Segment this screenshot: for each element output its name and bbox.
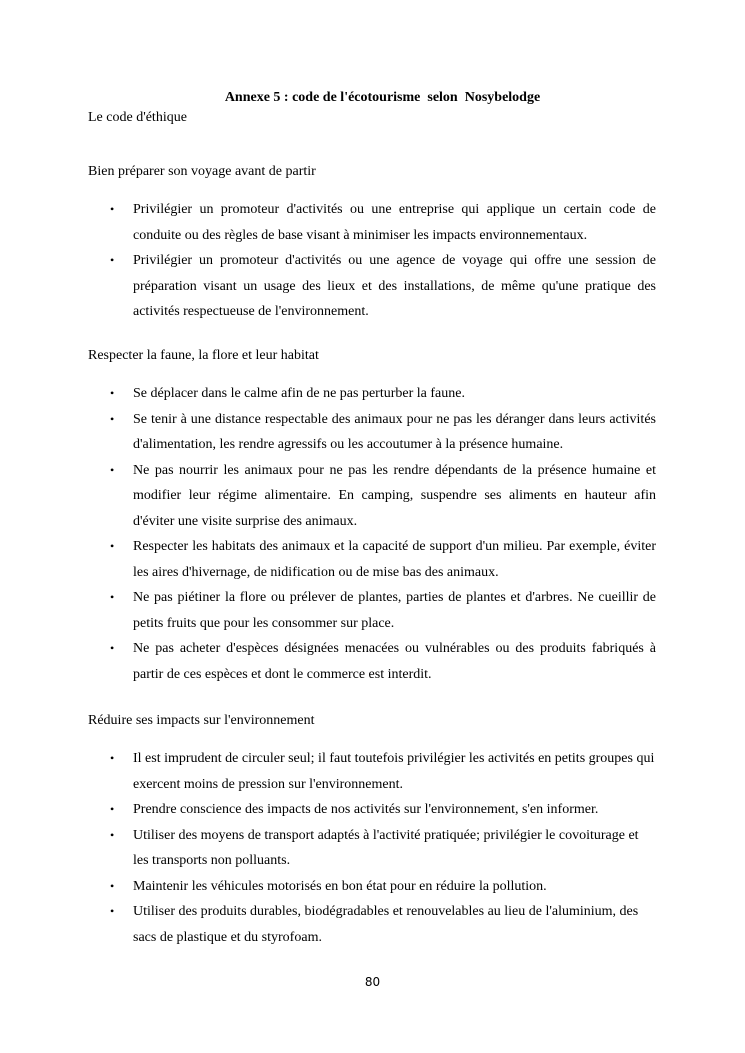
bullet-list: [88, 381, 656, 687]
list-item: • Maintenir les véhicules motorisés en bon état pour en réduire la pollution.: [88, 874, 656, 900]
section-heading: Réduire ses impacts sur l'environnement: [88, 713, 315, 728]
bullet-icon: •: [110, 827, 115, 842]
list-item: • Prendre conscience des impacts de nos activités sur l'environnement, s'en informer.: [88, 797, 656, 823]
bullet-icon: •: [110, 878, 115, 893]
bullet-icon: •: [110, 462, 115, 477]
list-item: • Ne pas acheter d'espèces désignées menacées ou vulnérables ou des produits fabriqués à partir de ces espèces et dont le commerce est interdit.: [88, 636, 656, 687]
bullet-icon: •: [110, 202, 115, 216]
section-respect-fauna-flora: [88, 347, 656, 687]
list-item: • Respecter les habitats des animaux et la capacité de support d'un milieu. Par exemple, éviter les aires d'hivernage, de nidification ou de mise bas des animaux.: [88, 534, 656, 585]
list-item: • Utiliser des produits durables, biodégradables et renouvelables au lieu de l'aluminium, des sacs de plastique et du styrofoam.: [88, 899, 656, 950]
list-item: • Ne pas nourrir les animaux pour ne pas les rendre dépendants de la présence humaine et modifier leur régime alimentaire. En camping, suspendre ses aliments en hauteur afin d'éviter une visite surprise des animaux.: [88, 458, 656, 535]
list-item: • Privilégier un promoteur d'activités ou une agence de voyage qui offre une session de préparation visant un usage des lieux et des installations, de même qu'une pratique des activités respectueuse de l'environnement.: [88, 248, 656, 325]
list-item: • Il est imprudent de circuler seul; il faut toutefois privilégier les activités en petits groupes qui exercent moins de pression sur l'environnement.: [88, 746, 656, 797]
annex-subtitle: Le code d'éthique: [88, 110, 187, 125]
bullet-icon: •: [110, 904, 115, 918]
list-item: • Se déplacer dans le calme afin de ne pas perturber la faune.: [88, 381, 656, 407]
bullet-icon: •: [110, 641, 115, 655]
list-item: • Ne pas piétiner la flore ou prélever de plantes, parties de plantes et d'arbres. Ne cueillir de petits fruits que pour les consommer sur place.: [88, 585, 656, 636]
bullet-icon: •: [110, 751, 115, 765]
bullet-icon: •: [110, 411, 115, 426]
bullet-icon: •: [110, 802, 115, 816]
section-heading: Bien préparer son voyage avant de partir: [88, 164, 316, 179]
bullet-list: [88, 746, 656, 950]
section-prepare-trip: [88, 163, 656, 325]
bullet-icon: •: [110, 539, 115, 553]
section-heading: Respecter la faune, la flore et leur habitat: [88, 348, 319, 363]
bullet-icon: •: [110, 590, 115, 604]
list-item: • Utiliser des moyens de transport adaptés à l'activité pratiquée; privilégier le covoiturage et les transports non polluants.: [88, 823, 656, 874]
annex-title: Annexe 5 : code de l'écotourisme selon Nosybelodge: [224, 90, 541, 105]
bullet-icon: •: [110, 253, 115, 267]
list-item: • Privilégier un promoteur d'activités ou une entreprise qui applique un certain code de conduite ou des règles de base visant à minimiser les impacts environnementaux.: [88, 197, 656, 248]
page-number: 80: [364, 975, 381, 989]
bullet-icon: •: [110, 386, 115, 400]
section-reduce-impacts: [88, 712, 656, 950]
list-item: • Se tenir à une distance respectable des animaux pour ne pas les déranger dans leurs activités d'alimentation, les rendre agressifs ou les accoutumer à la présence humaine.: [88, 407, 656, 458]
bullet-list: [88, 197, 656, 325]
